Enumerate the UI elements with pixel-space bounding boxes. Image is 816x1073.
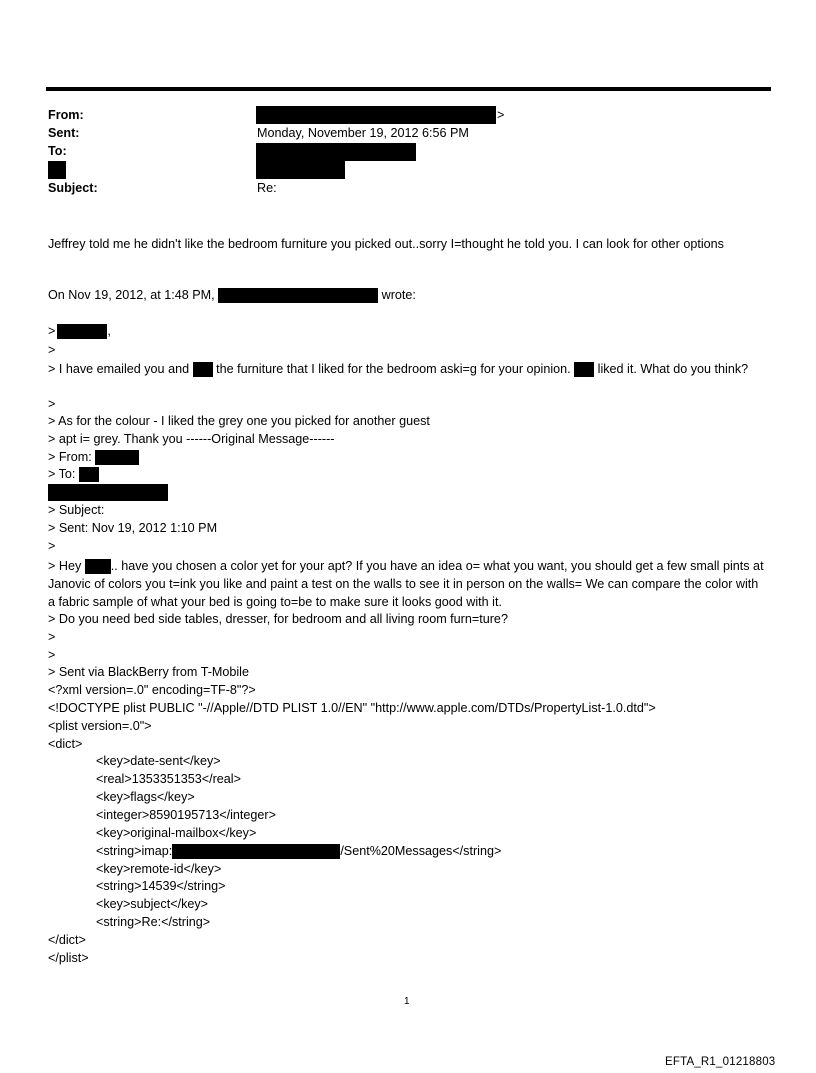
reply-paragraph: Jeffrey told me he didn't like the bedroom furniture you picked out..sorry I=thought he told you. I can look for other options bbox=[48, 237, 724, 251]
quote-blank-line: > bbox=[48, 343, 56, 357]
quote-hey-rest: .. have you chosen a color yet for your apt? If you have an idea o= what you want, you should get a few small pints at Janovic of colors you t=ink you like and paint a test on the walls to see it in person on the walls= We can compare the color with a fabric sample of what your bed is going to=be to make sure it looks good with it. bbox=[48, 559, 764, 609]
xml-dict-open: <dict> bbox=[48, 737, 83, 751]
xml-line: <key>date-sent</key> bbox=[96, 754, 221, 768]
quote-intro-end: wrote: bbox=[381, 288, 416, 302]
xml-line: <string>Re:</string> bbox=[96, 915, 211, 929]
quote-colour-line2: > apt i= grey. Thank you ------Original Message------ bbox=[48, 432, 335, 446]
quote-from-line bbox=[48, 450, 139, 465]
quote-email-part2: the furniture that I liked for the bedroom aski=g for your opinion. bbox=[216, 362, 571, 376]
from-redaction bbox=[256, 106, 496, 124]
hey-name-redaction bbox=[85, 559, 111, 574]
cc-label-redaction bbox=[48, 161, 66, 179]
quote-blank-line: > bbox=[48, 630, 56, 644]
xml-line: <integer>8590195713</integer> bbox=[96, 808, 276, 822]
name-redaction-1 bbox=[193, 362, 213, 377]
xml-line: <string>14539</string> bbox=[96, 879, 226, 893]
xml-mailbox-end: /Sent%20Messages</string> bbox=[340, 844, 502, 858]
greeting-comma: , bbox=[107, 324, 111, 338]
mailbox-redaction bbox=[172, 844, 340, 859]
quote-blank-line: > bbox=[48, 397, 56, 411]
xml-line: <real>1353351353</real> bbox=[96, 772, 241, 786]
quote-intro bbox=[48, 288, 416, 303]
subject-label: Subject: bbox=[48, 181, 98, 195]
quote-greeting bbox=[48, 324, 111, 339]
xml-plist-open: <plist version=.0"> bbox=[48, 719, 152, 733]
quote-email-part3: liked it. What do you think? bbox=[597, 362, 749, 376]
quote-to-redaction-2 bbox=[48, 484, 168, 501]
quote-to-label: > To: bbox=[48, 467, 76, 481]
quote-bedside-line: > Do you need bed side tables, dresser, for bedroom and all living room furn=ture? bbox=[48, 612, 508, 626]
quote-sender-redaction bbox=[218, 288, 378, 303]
to-redaction-2 bbox=[256, 161, 345, 179]
quote-email-paragraph bbox=[48, 360, 766, 378]
xml-dict-close: </dict> bbox=[48, 933, 86, 947]
quote-hey-start: > Hey bbox=[48, 559, 82, 573]
quote-from-redaction bbox=[95, 450, 139, 465]
greeting-name-redaction bbox=[57, 324, 107, 339]
quote-to-line bbox=[48, 467, 99, 482]
quote-subject-line: > Subject: bbox=[48, 503, 105, 517]
xml-plist-close: </plist> bbox=[48, 951, 89, 965]
blackberry-signature: > Sent via BlackBerry from T-Mobile bbox=[48, 665, 249, 679]
subject-value: Re: bbox=[257, 181, 277, 195]
quote-to-redaction bbox=[79, 467, 99, 482]
from-suffix: > bbox=[497, 108, 505, 122]
document-id: EFTA_R1_01218803 bbox=[665, 1056, 776, 1068]
quote-blank-line: > bbox=[48, 648, 56, 662]
to-label: To: bbox=[48, 144, 67, 158]
name-redaction-2 bbox=[574, 362, 594, 377]
from-label: From: bbox=[48, 108, 84, 122]
quote-from-label: > From: bbox=[48, 450, 92, 464]
sent-value: Monday, November 19, 2012 6:56 PM bbox=[257, 126, 469, 140]
xml-line: <key>original-mailbox</key> bbox=[96, 826, 257, 840]
quote-intro-start: On Nov 19, 2012, at 1:48 PM, bbox=[48, 288, 215, 302]
xml-line: <key>flags</key> bbox=[96, 790, 195, 804]
quote-colour-line1: > As for the colour - I liked the grey one you picked for another guest bbox=[48, 414, 430, 428]
quote-email-part1: > I have emailed you and bbox=[48, 362, 190, 376]
quote-sent-line: > Sent: Nov 19, 2012 1:10 PM bbox=[48, 521, 218, 535]
quote-blank-line: > bbox=[48, 539, 56, 553]
quote-marker: > bbox=[48, 324, 56, 338]
header-rule bbox=[46, 87, 771, 91]
to-redaction-1 bbox=[256, 143, 416, 161]
xml-doctype: <!DOCTYPE plist PUBLIC "-//Apple//DTD PLIST 1.0//EN" "http://www.apple.com/DTDs/PropertyList-1.0.dtd"> bbox=[48, 701, 656, 715]
xml-mailbox-start: <string>imap: bbox=[96, 844, 173, 858]
xml-declaration: <?xml version=.0" encoding=TF-8"?> bbox=[48, 683, 256, 697]
sent-label: Sent: bbox=[48, 126, 80, 140]
xml-line: <key>subject</key> bbox=[96, 897, 209, 911]
xml-mailbox-line bbox=[96, 844, 501, 859]
page-number: 1 bbox=[404, 996, 410, 1007]
quote-hey-paragraph bbox=[48, 557, 766, 611]
xml-line: <key>remote-id</key> bbox=[96, 862, 222, 876]
